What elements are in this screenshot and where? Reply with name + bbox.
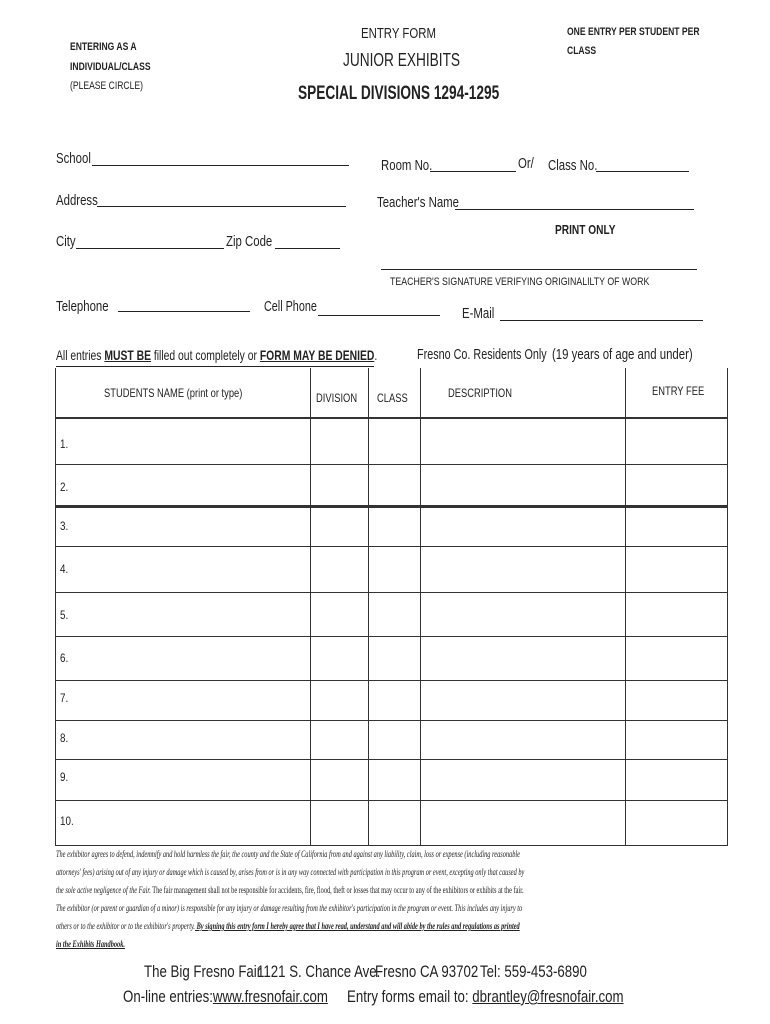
cell-phone-field[interactable] bbox=[318, 315, 440, 316]
row-separator bbox=[55, 636, 727, 637]
disclaimer-line bbox=[56, 918, 520, 936]
disclaimer-line: attorneys' fees) arising out of any injury or damage which is caused by, arises from or is in any way connected with participation in this program or event, excepting only that caused by bbox=[56, 867, 525, 878]
or-label: Or/ bbox=[518, 155, 534, 172]
must-be-emphasis: MUST BE bbox=[104, 347, 151, 363]
row-number: 4. bbox=[60, 562, 69, 576]
disclaimer-line: The exhibitor agrees to defend, indemnify and hold harmless the fair, the county and the State of California from and against any liability, claim, loss or expense (including reasonable bbox=[56, 849, 520, 860]
row-separator bbox=[55, 680, 727, 681]
row-number: 6. bbox=[60, 651, 69, 665]
one-entry-note-line1: ONE ENTRY PER STUDENT PER bbox=[567, 26, 700, 38]
row-number: 9. bbox=[60, 770, 69, 784]
col-header-description: DESCRIPTION bbox=[448, 386, 512, 400]
footer-email bbox=[347, 987, 624, 1007]
footer-fair-name: The Big Fresno Fair bbox=[144, 962, 262, 981]
row-number: 3. bbox=[60, 519, 69, 533]
notice-period: . bbox=[374, 347, 378, 363]
address-label: Address bbox=[56, 192, 98, 209]
table-divider bbox=[368, 368, 369, 846]
row-number: 5. bbox=[60, 608, 69, 622]
row-separator bbox=[55, 759, 727, 760]
col-header-class: CLASS bbox=[377, 391, 408, 405]
entering-as-label: ENTERING AS A bbox=[70, 41, 137, 53]
table-divider bbox=[310, 368, 311, 846]
footer-online bbox=[123, 987, 328, 1007]
row-separator bbox=[55, 464, 727, 465]
agreement-statement: By signing this entry form I hereby agree that I have read, understand and will abide by the rules and regulations as printed bbox=[195, 921, 520, 932]
class-no-field[interactable] bbox=[596, 171, 689, 172]
telephone-field[interactable] bbox=[118, 311, 250, 312]
age-limit-note: (19 years of age and under) bbox=[552, 346, 693, 363]
school-label: School bbox=[56, 150, 91, 167]
zip-code-label: Zip Code bbox=[226, 233, 273, 250]
row-number: 10. bbox=[60, 814, 74, 828]
disclaimer-text: The fair management shall not be responsible for accidents, fire, flood, theft or losses that may occur to any of the exhibitors or exhibits at the fair. bbox=[150, 885, 524, 896]
form-denied-emphasis: FORM MAY BE DENIED bbox=[259, 347, 375, 363]
email-field[interactable] bbox=[500, 320, 703, 321]
residents-only-note: Fresno Co. Residents Only bbox=[417, 346, 547, 363]
one-entry-note-line2: CLASS bbox=[567, 45, 597, 57]
notice-text-2: filled out completely or bbox=[150, 347, 260, 363]
disclaimer-text: others or to the exhibitor or to the exhibitor's property. bbox=[56, 921, 196, 932]
entry-form-title: ENTRY FORM bbox=[361, 25, 436, 42]
table-divider bbox=[625, 368, 626, 846]
please-circle-note: (PLEASE CIRCLE) bbox=[70, 80, 143, 92]
row-separator bbox=[55, 592, 727, 593]
col-header-division: DIVISION bbox=[316, 391, 358, 405]
table-border-right bbox=[727, 368, 728, 846]
room-no-label: Room No. bbox=[381, 157, 433, 174]
entry-email-link[interactable]: dbrantley@fresnofair.com bbox=[472, 987, 624, 1006]
individual-class-option[interactable]: INDIVIDUAL/CLASS bbox=[70, 61, 151, 73]
cell-phone-label: Cell Phone bbox=[264, 298, 317, 315]
fair-website-link[interactable]: www.fresnofair.com bbox=[212, 987, 328, 1006]
special-divisions-title: SPECIAL DIVISIONS 1294-1295 bbox=[298, 83, 500, 104]
entries-notice bbox=[56, 347, 377, 363]
row-separator bbox=[55, 546, 727, 547]
teachers-name-field[interactable] bbox=[455, 209, 694, 210]
city-field[interactable] bbox=[76, 248, 224, 249]
disclaimer-line bbox=[56, 882, 524, 900]
zip-code-field[interactable] bbox=[275, 248, 340, 249]
email-label: E-Mail bbox=[462, 305, 495, 322]
row-number: 2. bbox=[60, 480, 69, 494]
table-divider bbox=[420, 368, 421, 846]
telephone-label: Telephone bbox=[56, 298, 109, 315]
teachers-name-label: Teacher's Name bbox=[377, 194, 460, 211]
junior-exhibits-title: JUNIOR EXHIBITS bbox=[343, 50, 461, 70]
footer-phone: Tel: 559-453-6890 bbox=[480, 962, 587, 981]
row-separator bbox=[55, 505, 727, 508]
row-separator bbox=[55, 417, 727, 419]
row-number: 1. bbox=[60, 437, 69, 451]
footer-city: Fresno CA 93702 bbox=[375, 962, 479, 981]
city-label: City bbox=[56, 233, 76, 250]
agreement-statement-end: in the Exhibits Handbook. bbox=[56, 939, 125, 950]
col-header-student-name: STUDENTS NAME (print or type) bbox=[104, 386, 243, 400]
col-header-entry-fee: ENTRY FEE bbox=[652, 384, 705, 398]
entry-email-label: Entry forms email to: bbox=[347, 987, 473, 1006]
disclaimer-text: the sole active negligence of the Fair. bbox=[56, 885, 151, 896]
disclaimer-line: The exhibitor (or parent or guardian of a minor) is responsible for any injury or damage resulting from the exhibitor's participation in the program or event. This includes any injury to bbox=[56, 903, 523, 914]
row-number: 7. bbox=[60, 691, 69, 705]
address-field[interactable] bbox=[97, 206, 346, 207]
row-separator bbox=[55, 720, 727, 721]
teacher-signature-label: TEACHER'S SIGNATURE VERIFYING ORIGINALILTY OF WORK bbox=[390, 276, 650, 288]
class-no-label: Class No. bbox=[548, 157, 598, 174]
school-field[interactable] bbox=[92, 165, 349, 166]
online-entries-label: On-line entries: bbox=[123, 987, 213, 1006]
room-no-field[interactable] bbox=[430, 171, 516, 172]
footer-address: 1121 S. Chance Ave. bbox=[257, 962, 381, 981]
notice-text: All entries bbox=[56, 347, 105, 363]
table-border-left bbox=[55, 368, 56, 846]
row-number: 8. bbox=[60, 731, 69, 745]
print-only-note: PRINT ONLY bbox=[555, 222, 616, 237]
notice-underline bbox=[56, 366, 374, 367]
teacher-signature-field[interactable] bbox=[381, 269, 697, 270]
row-separator bbox=[55, 800, 727, 801]
